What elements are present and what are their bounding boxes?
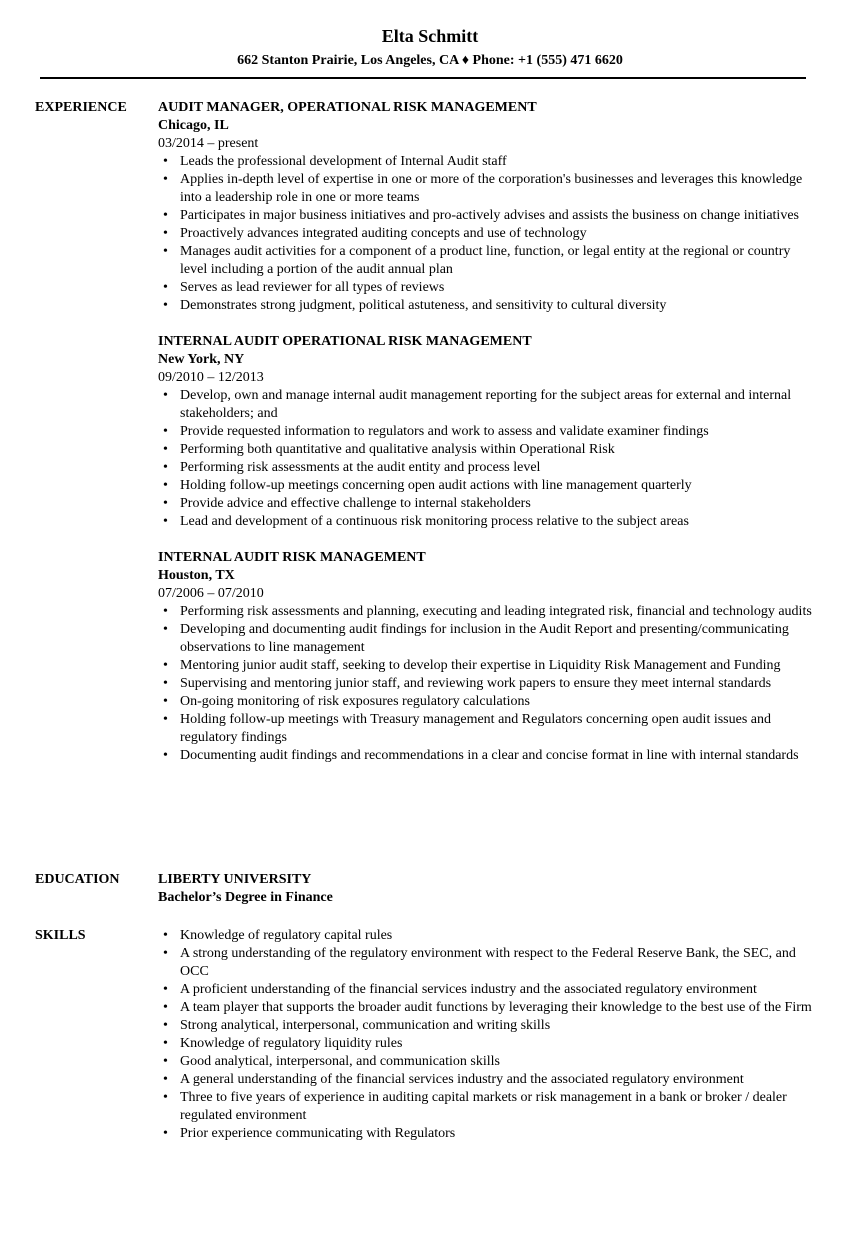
job-location: Houston, TX bbox=[158, 568, 235, 583]
job-bullet: • Mentoring junior audit staff, seeking to develop their expertise in Liquidity Risk Management and Funding bbox=[158, 657, 818, 675]
job-bullet: • Manages audit activities for a component of a product line, function, or legal entity at the regional or country level including a portion of the audit annual plan bbox=[158, 243, 818, 279]
job-dates: 09/2010 – 12/2013 bbox=[158, 370, 264, 385]
skill-item: • A general understanding of the financial services industry and the associated regulatory environment bbox=[158, 1071, 818, 1089]
degree: Bachelor’s Degree in Finance bbox=[158, 890, 333, 905]
job-location: Chicago, IL bbox=[158, 118, 229, 133]
job-bullet: • Proactively advances integrated auditing concepts and use of technology bbox=[158, 225, 818, 243]
job-bullets bbox=[158, 153, 818, 315]
skill-item: • Strong analytical, interpersonal, communication and writing skills bbox=[158, 1017, 818, 1035]
section-title-skills: SKILLS bbox=[35, 928, 86, 943]
job-bullet: • On-going monitoring of risk exposures regulatory calculations bbox=[158, 693, 818, 711]
job-title: AUDIT MANAGER, OPERATIONAL RISK MANAGEMENT bbox=[158, 100, 537, 115]
job-bullet: • Demonstrates strong judgment, political astuteness, and sensitivity to cultural diversity bbox=[158, 297, 818, 315]
header-divider bbox=[40, 77, 806, 79]
job-bullet: • Documenting audit findings and recommendations in a clear and concise format in line with internal standards bbox=[158, 747, 818, 765]
section-title-experience: EXPERIENCE bbox=[35, 100, 127, 115]
job-title: INTERNAL AUDIT OPERATIONAL RISK MANAGEMENT bbox=[158, 334, 532, 349]
job-bullet: • Serves as lead reviewer for all types of reviews bbox=[158, 279, 818, 297]
job-bullets bbox=[158, 387, 818, 531]
job-bullet: • Participates in major business initiatives and pro-actively advises and assists the business on change initiatives bbox=[158, 207, 818, 225]
job-bullet: • Lead and development of a continuous risk monitoring process relative to the subject areas bbox=[158, 513, 818, 531]
job-bullet: • Supervising and mentoring junior staff, and reviewing work papers to ensure they meet internal standards bbox=[158, 675, 818, 693]
job-bullet: • Holding follow-up meetings with Treasury management and Regulators concerning open audit issues and regulatory findings bbox=[158, 711, 818, 747]
job-entry bbox=[158, 99, 818, 315]
contact-line: 662 Stanton Prairie, Los Angeles, CA ♦ Phone: +1 (555) 471 6620 bbox=[237, 53, 623, 68]
skills-list bbox=[158, 927, 818, 1143]
job-dates: 03/2014 – present bbox=[158, 136, 259, 151]
job-entry bbox=[158, 549, 818, 765]
skill-item: • A proficient understanding of the financial services industry and the associated regulatory environment bbox=[158, 981, 818, 999]
skill-item: • Knowledge of regulatory liquidity rules bbox=[158, 1035, 818, 1053]
skill-item: • A strong understanding of the regulatory environment with respect to the Federal Reserve Bank, the SEC, and OCC bbox=[158, 945, 818, 981]
job-bullet: • Provide requested information to regulators and work to assess and validate examiner findings bbox=[158, 423, 818, 441]
job-title: INTERNAL AUDIT RISK MANAGEMENT bbox=[158, 550, 426, 565]
job-bullet: • Performing risk assessments and planning, executing and leading integrated risk, financial and technology audits bbox=[158, 603, 818, 621]
skill-item: • Prior experience communicating with Regulators bbox=[158, 1125, 818, 1143]
job-bullet: • Develop, own and manage internal audit management reporting for the subject areas for external and internal stakeholders; and bbox=[158, 387, 818, 423]
job-bullet: • Developing and documenting audit findings for inclusion in the Audit Report and presenting/communicating observations to line management bbox=[158, 621, 818, 657]
skill-item: • Good analytical, interpersonal, and communication skills bbox=[158, 1053, 818, 1071]
job-location: New York, NY bbox=[158, 352, 245, 367]
section-title-education: EDUCATION bbox=[35, 872, 120, 887]
skill-item: • Knowledge of regulatory capital rules bbox=[158, 927, 818, 945]
job-bullets bbox=[158, 603, 818, 765]
skill-item: • Three to five years of experience in auditing capital markets or risk management in a bank or broker / dealer regulated environment bbox=[158, 1089, 818, 1125]
job-entry bbox=[158, 333, 818, 531]
school-name: LIBERTY UNIVERSITY bbox=[158, 872, 312, 887]
job-bullet: • Applies in-depth level of expertise in one or more of the corporation's businesses and leverages this knowledge into a leadership role in one or more teams bbox=[158, 171, 818, 207]
candidate-name: Elta Schmitt bbox=[381, 26, 479, 46]
resume-header bbox=[0, 24, 860, 70]
job-bullet: • Holding follow-up meetings concerning open audit actions with line management quarterly bbox=[158, 477, 818, 495]
job-bullet: • Leads the professional development of Internal Audit staff bbox=[158, 153, 818, 171]
job-dates: 07/2006 – 07/2010 bbox=[158, 586, 264, 601]
job-bullet: • Provide advice and effective challenge to internal stakeholders bbox=[158, 495, 818, 513]
job-bullet: • Performing risk assessments at the audit entity and process level bbox=[158, 459, 818, 477]
job-bullet: • Performing both quantitative and qualitative analysis within Operational Risk bbox=[158, 441, 818, 459]
skill-item: • A team player that supports the broader audit functions by leveraging their knowledge to the best use of the Firm bbox=[158, 999, 818, 1017]
